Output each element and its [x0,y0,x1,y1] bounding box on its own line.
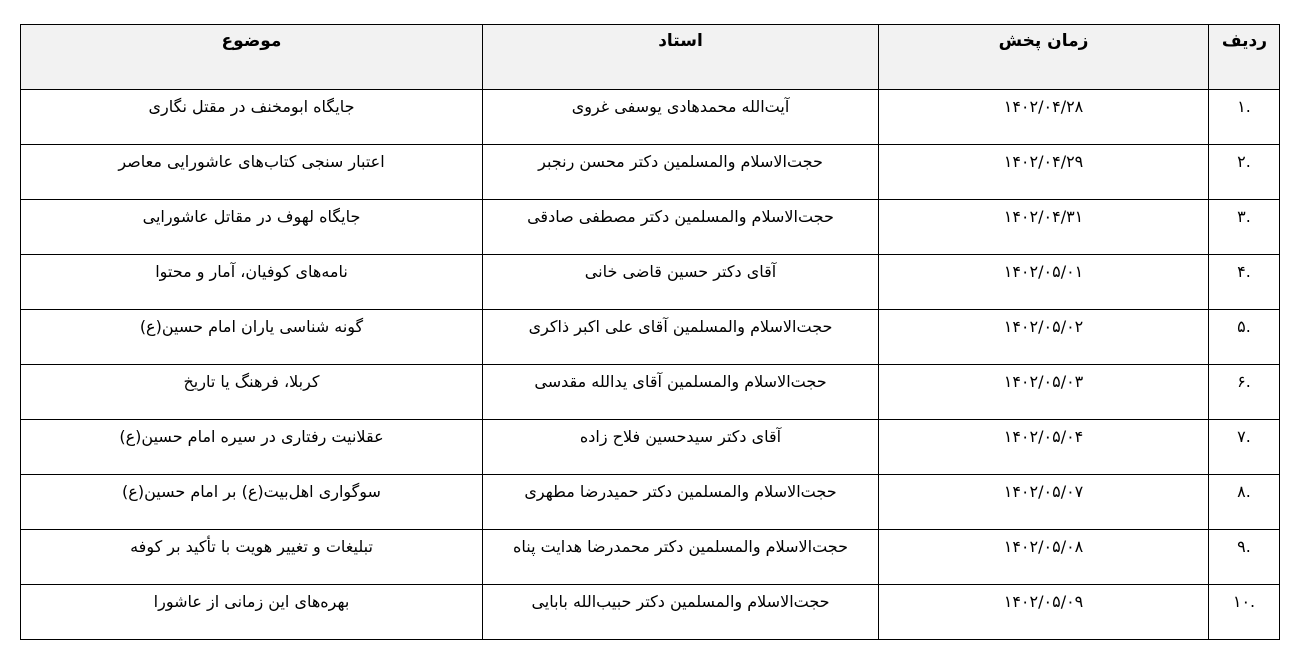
teacher-cell: حجت‌الاسلام والمسلمین دکتر حبیب‌الله بابایی [483,585,879,640]
topic-cell: سوگواری اهل‌بیت(ع) بر امام حسین(ع) [21,475,483,530]
teacher-cell: حجت‌الاسلام والمسلمین دکتر حمیدرضا مطهری [483,475,879,530]
teacher-cell: حجت‌الاسلام والمسلمین دکتر محمدرضا هدایت پناه [483,530,879,585]
row-number-cell: .۵ [1209,310,1280,365]
topic-cell: گونه شناسی یاران امام حسین(ع) [21,310,483,365]
row-number-cell: .۳ [1209,200,1280,255]
row-number-cell: .۷ [1209,420,1280,475]
broadcast-time-cell: ۱۴۰۲/۰۵/۰۱ [879,255,1209,310]
topic-cell: تبلیغات و تغییر هویت با تأکید بر کوفه [21,530,483,585]
table-header [21,25,1280,90]
table-row [21,420,1280,475]
teacher-cell: آقای دکتر حسین قاضی خانی [483,255,879,310]
teacher-cell: آیت‌الله محمدهادی یوسفی غروی [483,90,879,145]
topic-cell: اعتبار سنجی کتاب‌های عاشورایی معاصر [21,145,483,200]
header-broadcast-time: زمان پخش [879,25,1209,90]
topic-cell: بهره‌های این زمانی از عاشورا [21,585,483,640]
table-row [21,365,1280,420]
table-row [21,90,1280,145]
topic-cell: عقلانیت رفتاری در سیره امام حسین(ع) [21,420,483,475]
teacher-cell: حجت‌الاسلام والمسلمین آقای یدالله مقدسی [483,365,879,420]
table-row [21,255,1280,310]
table-row [21,145,1280,200]
row-number-cell: .۸ [1209,475,1280,530]
row-number-cell: .۶ [1209,365,1280,420]
broadcast-time-cell: ۱۴۰۲/۰۴/۲۹ [879,145,1209,200]
topic-cell: کربلا، فرهنگ یا تاریخ [21,365,483,420]
table-row [21,530,1280,585]
table-row [21,310,1280,365]
broadcast-time-cell: ۱۴۰۲/۰۵/۰۹ [879,585,1209,640]
broadcast-time-cell: ۱۴۰۲/۰۵/۰۲ [879,310,1209,365]
row-number-cell: .۹ [1209,530,1280,585]
row-number-cell: .۱۰ [1209,585,1280,640]
table-row [21,200,1280,255]
broadcast-time-cell: ۱۴۰۲/۰۴/۲۸ [879,90,1209,145]
teacher-cell: حجت‌الاسلام والمسلمین دکتر محسن رنجبر [483,145,879,200]
topic-cell: جایگاه لهوف در مقاتل عاشورایی [21,200,483,255]
header-row-number: ردیف [1209,25,1280,90]
topic-cell: جایگاه ابومخنف در مقتل نگاری [21,90,483,145]
header-topic: موضوع [21,25,483,90]
topic-cell: نامه‌های کوفیان، آمار و محتوا [21,255,483,310]
table-row [21,585,1280,640]
header-teacher: استاد [483,25,879,90]
table-body [21,90,1280,640]
teacher-cell: حجت‌الاسلام والمسلمین آقای علی اکبر ذاکری [483,310,879,365]
teacher-cell: حجت‌الاسلام والمسلمین دکتر مصطفی صادقی [483,200,879,255]
schedule-table [20,24,1280,640]
header-row [21,25,1280,90]
table-row [21,475,1280,530]
teacher-cell: آقای دکتر سیدحسین فلاح زاده [483,420,879,475]
row-number-cell: .۴ [1209,255,1280,310]
broadcast-time-cell: ۱۴۰۲/۰۴/۳۱ [879,200,1209,255]
broadcast-time-cell: ۱۴۰۲/۰۵/۰۷ [879,475,1209,530]
row-number-cell: .۱ [1209,90,1280,145]
row-number-cell: .۲ [1209,145,1280,200]
broadcast-time-cell: ۱۴۰۲/۰۵/۰۴ [879,420,1209,475]
broadcast-time-cell: ۱۴۰۲/۰۵/۰۸ [879,530,1209,585]
broadcast-time-cell: ۱۴۰۲/۰۵/۰۳ [879,365,1209,420]
